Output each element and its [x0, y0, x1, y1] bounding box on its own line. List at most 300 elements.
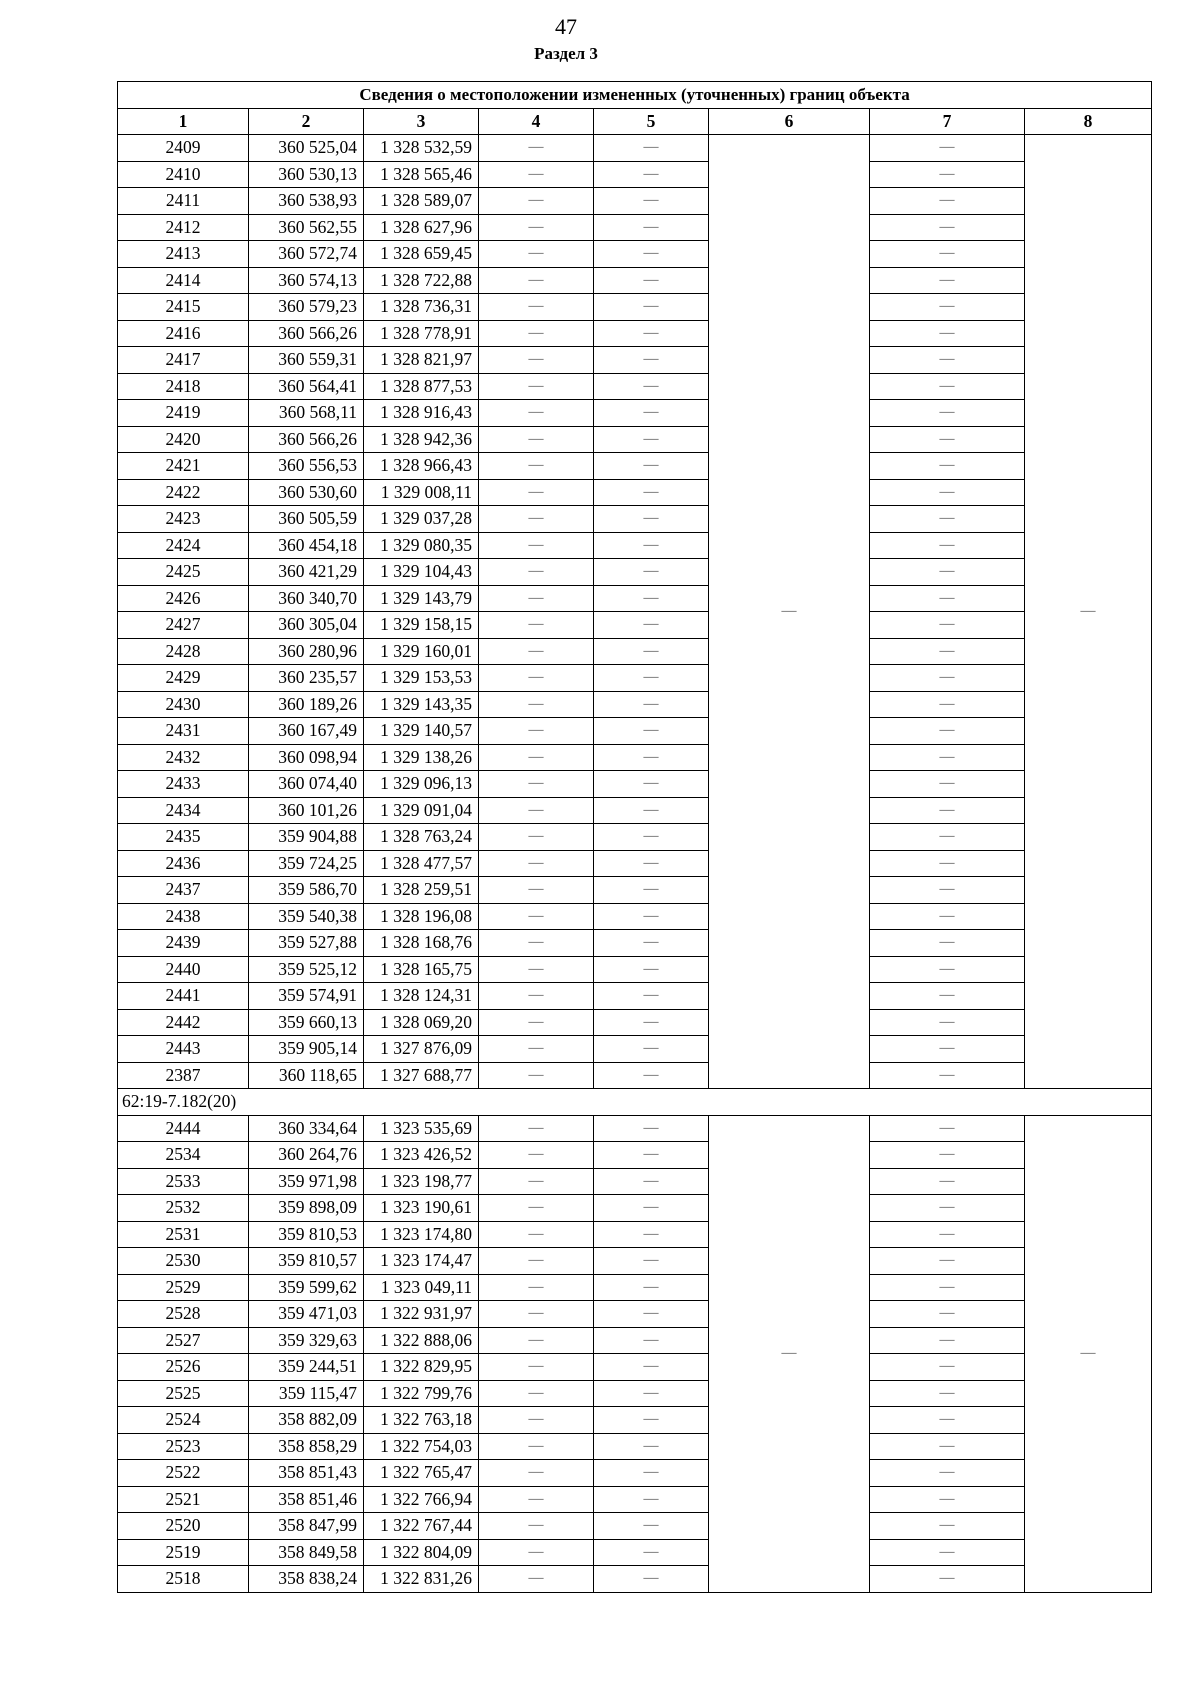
col5-dash: —: [594, 691, 709, 718]
coordinate-x: 359 525,12: [249, 956, 364, 983]
col4-dash: —: [479, 1460, 594, 1487]
col7-dash: —: [870, 1301, 1025, 1328]
point-number: 2438: [118, 903, 249, 930]
col4-dash: —: [479, 1327, 594, 1354]
coordinate-y: 1 322 804,09: [364, 1539, 479, 1566]
coordinate-x: 360 305,04: [249, 612, 364, 639]
coordinate-y: 1 328 821,97: [364, 347, 479, 374]
column-number-row: [118, 108, 1152, 135]
coordinate-x: 360 559,31: [249, 347, 364, 374]
coordinate-x: 360 167,49: [249, 718, 364, 745]
col7-dash: —: [870, 1327, 1025, 1354]
col5-dash: —: [594, 1168, 709, 1195]
table-row: [118, 612, 1152, 639]
point-number: 2427: [118, 612, 249, 639]
col7-dash: —: [870, 479, 1025, 506]
coordinate-y: 1 329 143,35: [364, 691, 479, 718]
point-number: 2431: [118, 718, 249, 745]
coordinate-x: 360 525,04: [249, 135, 364, 162]
point-number: 2520: [118, 1513, 249, 1540]
col4-dash: —: [479, 877, 594, 904]
table-row: [118, 400, 1152, 427]
column-number-6: 6: [709, 108, 870, 135]
col4-dash: —: [479, 1221, 594, 1248]
coordinate-y: 1 322 767,44: [364, 1513, 479, 1540]
col5-dash: —: [594, 479, 709, 506]
coordinate-y: 1 323 049,11: [364, 1274, 479, 1301]
table-row: [118, 1274, 1152, 1301]
coordinate-x: 359 904,88: [249, 824, 364, 851]
section-title: Раздел 3: [534, 44, 598, 63]
col5-dash: —: [594, 771, 709, 798]
col4-dash: —: [479, 1168, 594, 1195]
col5-dash: —: [594, 877, 709, 904]
point-number: 2437: [118, 877, 249, 904]
col4-dash: —: [479, 1115, 594, 1142]
point-number: 2412: [118, 214, 249, 241]
col4-dash: —: [479, 347, 594, 374]
coordinate-x: 360 572,74: [249, 241, 364, 268]
col5-dash: —: [594, 1142, 709, 1169]
table-row: [118, 320, 1152, 347]
coordinate-x: 360 574,13: [249, 267, 364, 294]
point-number: 2434: [118, 797, 249, 824]
col5-dash: —: [594, 267, 709, 294]
coordinate-x: 359 810,57: [249, 1248, 364, 1275]
coordinate-x: 358 849,58: [249, 1539, 364, 1566]
table-row: [118, 797, 1152, 824]
col4-dash: —: [479, 1009, 594, 1036]
col4-dash: —: [479, 161, 594, 188]
col5-dash: —: [594, 1513, 709, 1540]
coordinate-x: 360 098,94: [249, 744, 364, 771]
coordinate-y: 1 327 876,09: [364, 1036, 479, 1063]
parcel-subheading-row: [118, 1089, 1152, 1116]
table-row: [118, 1168, 1152, 1195]
col4-dash: —: [479, 1248, 594, 1275]
coordinate-x: 360 530,60: [249, 479, 364, 506]
point-number: 2424: [118, 532, 249, 559]
coordinate-y: 1 328 736,31: [364, 294, 479, 321]
col4-dash: —: [479, 267, 594, 294]
col5-dash: —: [594, 1274, 709, 1301]
point-number: 2428: [118, 638, 249, 665]
coordinate-x: 360 264,76: [249, 1142, 364, 1169]
table-row: [118, 638, 1152, 665]
coordinate-x: 360 530,13: [249, 161, 364, 188]
coordinate-y: 1 328 877,53: [364, 373, 479, 400]
table-row: [118, 691, 1152, 718]
col5-dash: —: [594, 1221, 709, 1248]
table-row: [118, 532, 1152, 559]
col7-dash: —: [870, 1354, 1025, 1381]
col6-merged-dash: —: [709, 1115, 870, 1592]
point-number: 2417: [118, 347, 249, 374]
col7-dash: —: [870, 373, 1025, 400]
coordinate-y: 1 323 190,61: [364, 1195, 479, 1222]
coordinate-y: 1 328 627,96: [364, 214, 479, 241]
point-number: 2526: [118, 1354, 249, 1381]
col4-dash: —: [479, 426, 594, 453]
coordinate-y: 1 323 174,47: [364, 1248, 479, 1275]
coordinate-y: 1 328 763,24: [364, 824, 479, 851]
coordinate-x: 359 905,14: [249, 1036, 364, 1063]
col7-dash: —: [870, 1407, 1025, 1434]
coordinate-y: 1 322 831,26: [364, 1566, 479, 1593]
coordinate-x: 360 235,57: [249, 665, 364, 692]
coordinate-x: 358 838,24: [249, 1566, 364, 1593]
column-number-2: 2: [249, 108, 364, 135]
column-number-8: 8: [1025, 108, 1152, 135]
point-number: 2433: [118, 771, 249, 798]
col4-dash: —: [479, 453, 594, 480]
table-row: [118, 1513, 1152, 1540]
table-row: [118, 1221, 1152, 1248]
coordinate-y: 1 323 535,69: [364, 1115, 479, 1142]
table-row: [118, 1248, 1152, 1275]
col4-dash: —: [479, 1195, 594, 1222]
col5-dash: —: [594, 1062, 709, 1089]
coordinate-x: 359 660,13: [249, 1009, 364, 1036]
col5-dash: —: [594, 744, 709, 771]
table-row: [118, 1539, 1152, 1566]
coordinate-y: 1 329 037,28: [364, 506, 479, 533]
col4-dash: —: [479, 1380, 594, 1407]
point-number: 2436: [118, 850, 249, 877]
col7-dash: —: [870, 797, 1025, 824]
col7-dash: —: [870, 824, 1025, 851]
table-row: [118, 1354, 1152, 1381]
col5-dash: —: [594, 930, 709, 957]
col7-dash: —: [870, 930, 1025, 957]
table-title: Сведения о местоположении измененных (уточненных) границ объекта: [118, 82, 1152, 109]
table-row: [118, 1115, 1152, 1142]
col4-dash: —: [479, 532, 594, 559]
column-number-4: 4: [479, 108, 594, 135]
table-row: [118, 161, 1152, 188]
coordinate-y: 1 329 138,26: [364, 744, 479, 771]
col7-dash: —: [870, 612, 1025, 639]
table-row: [118, 1433, 1152, 1460]
table-row: [118, 771, 1152, 798]
col5-dash: —: [594, 1301, 709, 1328]
col7-dash: —: [870, 347, 1025, 374]
coordinate-y: 1 329 008,11: [364, 479, 479, 506]
col4-dash: —: [479, 479, 594, 506]
col5-dash: —: [594, 373, 709, 400]
col5-dash: —: [594, 638, 709, 665]
table-row: [118, 373, 1152, 400]
table-row: [118, 506, 1152, 533]
point-number: 2523: [118, 1433, 249, 1460]
table-row: [118, 479, 1152, 506]
coordinate-y: 1 329 096,13: [364, 771, 479, 798]
col7-dash: —: [870, 1142, 1025, 1169]
col6-merged-dash: —: [709, 135, 870, 1089]
point-number: 2442: [118, 1009, 249, 1036]
col5-dash: —: [594, 585, 709, 612]
table-row: [118, 1195, 1152, 1222]
col7-dash: —: [870, 559, 1025, 586]
coordinate-x: 360 562,55: [249, 214, 364, 241]
col7-dash: —: [870, 400, 1025, 427]
coordinate-x: 360 505,59: [249, 506, 364, 533]
col7-dash: —: [870, 638, 1025, 665]
col4-dash: —: [479, 903, 594, 930]
col5-dash: —: [594, 188, 709, 215]
col7-dash: —: [870, 665, 1025, 692]
col7-dash: —: [870, 1036, 1025, 1063]
table-row: [118, 930, 1152, 957]
coordinate-y: 1 329 153,53: [364, 665, 479, 692]
col7-dash: —: [870, 161, 1025, 188]
col5-dash: —: [594, 135, 709, 162]
col5-dash: —: [594, 1248, 709, 1275]
col7-dash: —: [870, 241, 1025, 268]
col5-dash: —: [594, 1380, 709, 1407]
coordinate-y: 1 323 174,80: [364, 1221, 479, 1248]
coordinate-x: 358 858,29: [249, 1433, 364, 1460]
col7-dash: —: [870, 267, 1025, 294]
table-row: [118, 983, 1152, 1010]
col7-dash: —: [870, 744, 1025, 771]
table-row: [118, 453, 1152, 480]
table-row: [118, 559, 1152, 586]
table-row: [118, 665, 1152, 692]
col5-dash: —: [594, 241, 709, 268]
coordinate-y: 1 328 165,75: [364, 956, 479, 983]
coordinate-y: 1 328 966,43: [364, 453, 479, 480]
col4-dash: —: [479, 506, 594, 533]
col4-dash: —: [479, 665, 594, 692]
col5-dash: —: [594, 453, 709, 480]
col7-dash: —: [870, 850, 1025, 877]
col4-dash: —: [479, 983, 594, 1010]
coordinate-x: 358 882,09: [249, 1407, 364, 1434]
col4-dash: —: [479, 850, 594, 877]
table-row: [118, 426, 1152, 453]
point-number: 2421: [118, 453, 249, 480]
col7-dash: —: [870, 1486, 1025, 1513]
col5-dash: —: [594, 1486, 709, 1513]
table-row: [118, 294, 1152, 321]
col4-dash: —: [479, 1486, 594, 1513]
col5-dash: —: [594, 1009, 709, 1036]
point-number: 2440: [118, 956, 249, 983]
point-number: 2435: [118, 824, 249, 851]
point-number: 2426: [118, 585, 249, 612]
table-row: [118, 1327, 1152, 1354]
col5-dash: —: [594, 956, 709, 983]
col5-dash: —: [594, 612, 709, 639]
column-number-3: 3: [364, 108, 479, 135]
col7-dash: —: [870, 188, 1025, 215]
col5-dash: —: [594, 850, 709, 877]
col5-dash: —: [594, 903, 709, 930]
coordinate-x: 360 074,40: [249, 771, 364, 798]
coordinate-x: 358 851,43: [249, 1460, 364, 1487]
col7-dash: —: [870, 532, 1025, 559]
point-number: 2524: [118, 1407, 249, 1434]
col4-dash: —: [479, 930, 594, 957]
coordinate-x: 360 118,65: [249, 1062, 364, 1089]
table-row: [118, 877, 1152, 904]
point-number: 2387: [118, 1062, 249, 1089]
col4-dash: —: [479, 1539, 594, 1566]
point-number: 2429: [118, 665, 249, 692]
point-number: 2441: [118, 983, 249, 1010]
coordinate-x: 359 574,91: [249, 983, 364, 1010]
coordinate-y: 1 328 477,57: [364, 850, 479, 877]
coordinate-y: 1 329 091,04: [364, 797, 479, 824]
coordinate-x: 360 568,11: [249, 400, 364, 427]
point-number: 2423: [118, 506, 249, 533]
parcel-number: 62:19-7.182(20): [118, 1089, 1152, 1116]
coordinate-y: 1 328 589,07: [364, 188, 479, 215]
coordinate-y: 1 322 766,94: [364, 1486, 479, 1513]
col5-dash: —: [594, 426, 709, 453]
col4-dash: —: [479, 400, 594, 427]
coordinate-x: 360 334,64: [249, 1115, 364, 1142]
col4-dash: —: [479, 320, 594, 347]
col7-dash: —: [870, 320, 1025, 347]
col7-dash: —: [870, 983, 1025, 1010]
point-number: 2425: [118, 559, 249, 586]
table-row: [118, 214, 1152, 241]
col5-dash: —: [594, 559, 709, 586]
col7-dash: —: [870, 1380, 1025, 1407]
column-number-1: 1: [118, 108, 249, 135]
point-number: 2444: [118, 1115, 249, 1142]
table-body: [118, 82, 1152, 1593]
coordinate-x: 358 851,46: [249, 1486, 364, 1513]
point-number: 2530: [118, 1248, 249, 1275]
coordinate-x: 360 421,29: [249, 559, 364, 586]
coordinate-x: 359 810,53: [249, 1221, 364, 1248]
coordinate-x: 359 586,70: [249, 877, 364, 904]
point-number: 2521: [118, 1486, 249, 1513]
point-number: 2415: [118, 294, 249, 321]
table-row: [118, 1009, 1152, 1036]
col5-dash: —: [594, 161, 709, 188]
coordinate-y: 1 328 778,91: [364, 320, 479, 347]
col4-dash: —: [479, 373, 594, 400]
point-number: 2518: [118, 1566, 249, 1593]
col5-dash: —: [594, 1539, 709, 1566]
col5-dash: —: [594, 1327, 709, 1354]
table-row: [118, 744, 1152, 771]
column-number-7: 7: [870, 108, 1025, 135]
coordinate-y: 1 328 168,76: [364, 930, 479, 957]
table-title-row: [118, 82, 1152, 109]
coordinate-y: 1 328 722,88: [364, 267, 479, 294]
table-row: [118, 1036, 1152, 1063]
col7-dash: —: [870, 1513, 1025, 1540]
col5-dash: —: [594, 347, 709, 374]
table-row: [118, 241, 1152, 268]
col4-dash: —: [479, 691, 594, 718]
point-number: 2414: [118, 267, 249, 294]
table-row: [118, 1407, 1152, 1434]
col4-dash: —: [479, 1062, 594, 1089]
coordinate-y: 1 322 931,97: [364, 1301, 479, 1328]
point-number: 2420: [118, 426, 249, 453]
coordinate-x: 359 115,47: [249, 1380, 364, 1407]
col5-dash: —: [594, 718, 709, 745]
col7-dash: —: [870, 1566, 1025, 1593]
point-number: 2533: [118, 1168, 249, 1195]
coordinate-x: 360 101,26: [249, 797, 364, 824]
col5-dash: —: [594, 532, 709, 559]
coordinate-x: 359 471,03: [249, 1301, 364, 1328]
col4-dash: —: [479, 718, 594, 745]
col4-dash: —: [479, 824, 594, 851]
col4-dash: —: [479, 1142, 594, 1169]
col5-dash: —: [594, 400, 709, 427]
coordinate-x: 358 847,99: [249, 1513, 364, 1540]
col4-dash: —: [479, 1274, 594, 1301]
coordinate-x: 359 724,25: [249, 850, 364, 877]
col4-dash: —: [479, 1407, 594, 1434]
col4-dash: —: [479, 1433, 594, 1460]
boundary-coordinates-table: [117, 81, 1152, 1593]
point-number: 2432: [118, 744, 249, 771]
col7-dash: —: [870, 718, 1025, 745]
col4-dash: —: [479, 771, 594, 798]
coordinate-y: 1 322 763,18: [364, 1407, 479, 1434]
coordinate-x: 360 340,70: [249, 585, 364, 612]
point-number: 2409: [118, 135, 249, 162]
col7-dash: —: [870, 956, 1025, 983]
point-number: 2529: [118, 1274, 249, 1301]
coordinate-x: 360 454,18: [249, 532, 364, 559]
col7-dash: —: [870, 1062, 1025, 1089]
coordinate-y: 1 329 160,01: [364, 638, 479, 665]
point-number: 2528: [118, 1301, 249, 1328]
point-number: 2430: [118, 691, 249, 718]
col5-dash: —: [594, 1354, 709, 1381]
point-number: 2416: [118, 320, 249, 347]
table-row: [118, 188, 1152, 215]
coordinate-x: 360 579,23: [249, 294, 364, 321]
col4-dash: —: [479, 1513, 594, 1540]
coordinate-y: 1 329 158,15: [364, 612, 479, 639]
col4-dash: —: [479, 1301, 594, 1328]
table-row: [118, 267, 1152, 294]
col5-dash: —: [594, 1566, 709, 1593]
col7-dash: —: [870, 1009, 1025, 1036]
col4-dash: —: [479, 956, 594, 983]
col5-dash: —: [594, 214, 709, 241]
coordinate-x: 360 280,96: [249, 638, 364, 665]
col7-dash: —: [870, 426, 1025, 453]
coordinate-y: 1 322 829,95: [364, 1354, 479, 1381]
col7-dash: —: [870, 294, 1025, 321]
table-row: [118, 718, 1152, 745]
column-number-5: 5: [594, 108, 709, 135]
page-number: 47: [555, 14, 577, 39]
col7-dash: —: [870, 877, 1025, 904]
coordinate-y: 1 322 888,06: [364, 1327, 479, 1354]
coordinate-y: 1 328 259,51: [364, 877, 479, 904]
coordinate-y: 1 328 532,59: [364, 135, 479, 162]
col4-dash: —: [479, 1036, 594, 1063]
coordinate-y: 1 328 942,36: [364, 426, 479, 453]
coordinate-y: 1 323 426,52: [364, 1142, 479, 1169]
coordinate-y: 1 329 140,57: [364, 718, 479, 745]
col4-dash: —: [479, 797, 594, 824]
col5-dash: —: [594, 983, 709, 1010]
